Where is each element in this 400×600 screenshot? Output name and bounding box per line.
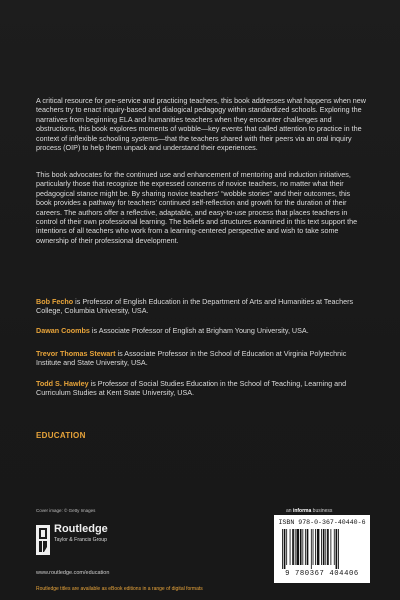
author-bio-text: is Professor of English Education in the Department of Arts and Humanities at Teachers College, Columbia University, USA. (36, 297, 354, 316)
description-paragraph-2: This book advocates for the continued use and enhancement of mentoring and induction initiatives, particularly those that recognize the expressed concerns of novice teachers, no matter what their pedagogical stance might be. By sharing novice teachers’ “wobble stories” and their outcomes, this book provides a pathway for teachers’ continued self-reflection and growth for the duration of their careers. The authors offer a reflective, adaptable, and easy-to-use process that places teachers in control of their own professional learning. The beliefs and structures examined in this text support the intentions of all teachers who work from a learning-centered perspective and wish to take some ownership of their professional development. (36, 170, 358, 245)
author-name: Dawan Coombs (36, 326, 90, 335)
routledge-logo-icon (36, 525, 50, 555)
publisher-url: www.routledge.com/education (36, 570, 110, 576)
author-bio-text: is Associate Professor in the School of Education at Virginia Polytechnic Institute and State University, USA. (36, 349, 347, 368)
ebook-note: Routledge titles are available as eBook editions in a range of digital formats (36, 586, 203, 592)
publisher-group: Taylor & Francis Group (54, 537, 108, 543)
author-bio-1 (36, 297, 366, 316)
barcode-icon (282, 529, 362, 569)
publisher-logo (36, 522, 176, 562)
author-name: Trevor Thomas Stewart (36, 349, 116, 358)
author-name: Todd S. Hawley (36, 379, 89, 388)
description-paragraph-1: A critical resource for pre-service and practicing teachers, this book addresses what happens when new teachers try to enact inquiry-based and dialogical pedagogy within standardized schools. Exploring the narratives from beginning ELA and humanities teachers when they encounter challenges and obstructions, this book explores moments of wobble—key events that called attention to practice in the context of inflexible schooling systems—that the teachers shared with their peers via an oral inquiry process (OIP) to help them unpack and understand their experiences. (36, 96, 366, 153)
isbn-label: ISBN 978-0-367-40440-6 (278, 519, 366, 526)
informa-business-label (286, 508, 332, 514)
author-bio-text: is Associate Professor of English at Brigham Young University, USA. (89, 326, 309, 335)
cover-image-credit: Cover image: © Getty Images (36, 508, 96, 513)
author-bio-2 (36, 326, 366, 335)
barcode-digits: 9 780367 404406 (285, 570, 359, 578)
informa-suffix: business (311, 508, 333, 514)
subject-category: EDUCATION (36, 431, 86, 440)
author-bio-3 (36, 349, 366, 368)
informa-prefix: an (286, 508, 293, 514)
author-bio-text: is Professor of Social Studies Education in the School of Teaching, Learning and Curriculum Studies at Kent State University, USA. (36, 379, 347, 398)
informa-brand: informa (292, 508, 312, 514)
isbn-barcode (274, 515, 370, 583)
author-bio-4 (36, 379, 366, 398)
author-name: Bob Fecho (36, 297, 74, 306)
publisher-name: Routledge (54, 523, 108, 535)
